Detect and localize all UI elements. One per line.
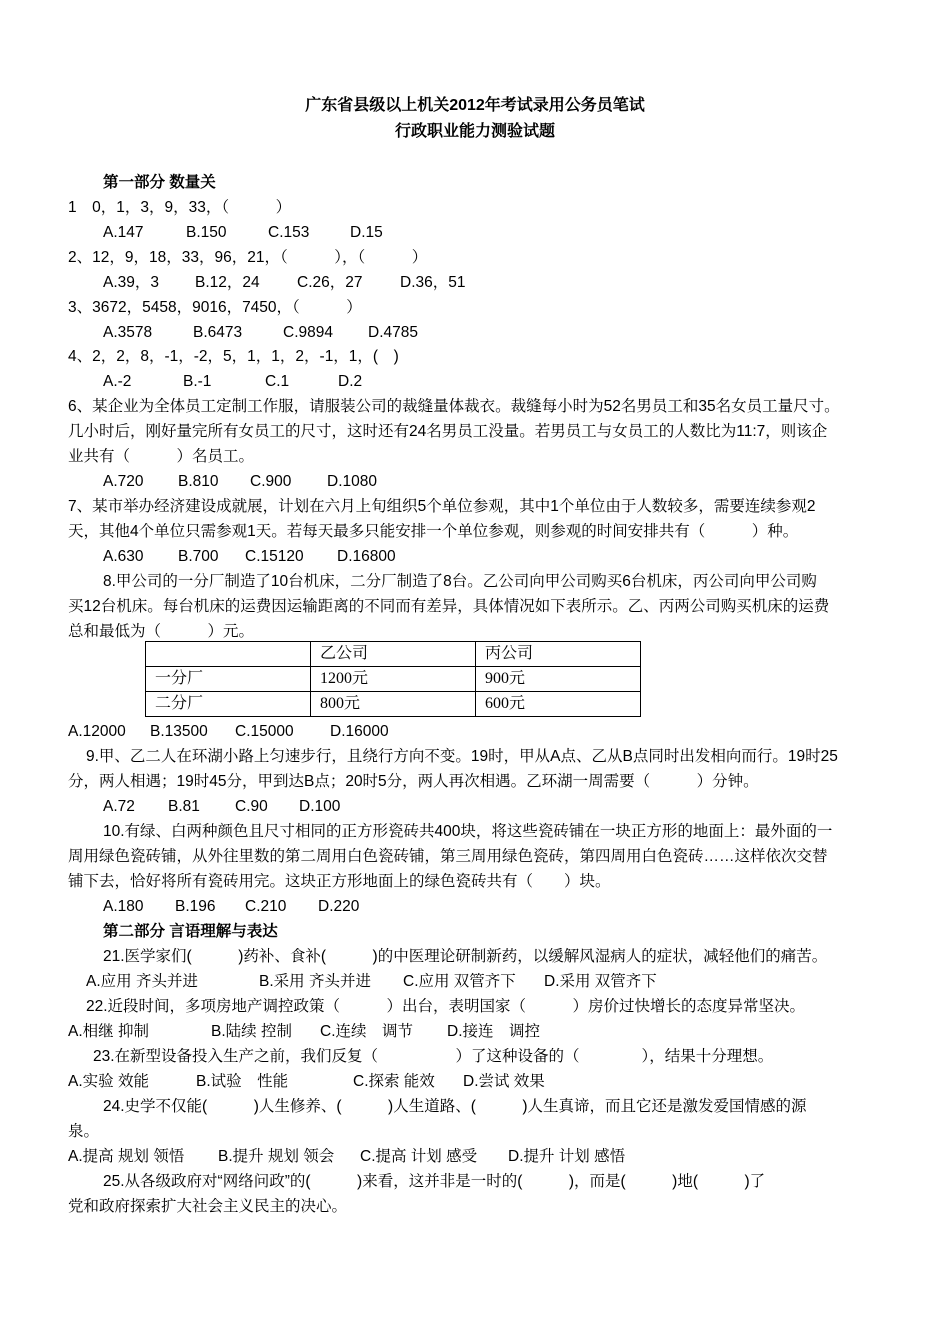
question-4-option-b: B.-1	[183, 373, 212, 390]
question-9-option-c: C.90	[235, 798, 268, 815]
question-24-line-1: 24.史学不仅能( )人生修养、( )人生道路、( )人生真谛，而且它还是激发爱国情感的源	[103, 1098, 807, 1115]
question-10-line-1: 10.有绿、白两种颜色且尺寸相同的正方形瓷砖共400块，将这些瓷砖铺在一块正方形的地面上：最外面的一	[103, 823, 833, 840]
question-7-line-1: 7、某市举办经济建设成就展，计划在六月上旬组织5个单位参观，其中1个单位由于人数较多，需要连续参观2	[68, 498, 816, 515]
question-8-line-1: 8.甲公司的一分厂制造了10台机床，二分厂制造了8台。乙公司向甲公司购买6台机床，丙公司向甲公司购	[103, 573, 817, 590]
question-23-option-b: B.试验 性能	[196, 1073, 289, 1090]
question-7-line-2: 天，其他4个单位只需参观1天。若每天最多只能安排一个单位参观，则参观的时间安排共有（ ）种。	[68, 523, 799, 540]
question-7-option-a: A.630	[103, 548, 144, 565]
question-8-option-d: D.16000	[330, 723, 389, 740]
table-cell	[146, 642, 311, 667]
question-6-line-3: 业共有（ ）名员工。	[68, 448, 255, 465]
question-23-option-d: D.尝试 效果	[463, 1073, 545, 1090]
table-row	[146, 692, 641, 717]
question-22-option-c: C.连续 调节	[320, 1023, 414, 1040]
question-10-option-c: C.210	[245, 898, 287, 915]
question-3-option-a: A.3578	[103, 324, 153, 341]
question-4-option-a: A.-2	[103, 373, 132, 390]
question-21-option-b: B.采用 齐头并进	[259, 973, 371, 990]
question-7-option-d: D.16800	[337, 548, 396, 565]
question-9-option-d: D.100	[299, 798, 341, 815]
question-6-option-c: C.900	[250, 473, 292, 490]
question-7-option-c: C.15120	[245, 548, 304, 565]
question-6-option-a: A.720	[103, 473, 144, 490]
question-24-option-c: C.提高 计划 感受	[360, 1148, 478, 1165]
question-10-line-2: 周用绿色瓷砖铺，从外往里数的第二周用白色瓷砖铺，第三周用绿色瓷砖，第四周用白色瓷砖……这样依次交替	[68, 848, 828, 865]
question-23-option-c: C.探索 能效	[353, 1073, 435, 1090]
question-21-line-1: 21.医学家们( )药补、食补( )的中医理论研制新药，以缓解风湿病人的症状，减轻他们的痛苦。	[103, 948, 828, 965]
question-23-line-1: 23.在新型设备投入生产之前，我们反复（ ）了这种设备的（ ），结果十分理想。	[93, 1048, 774, 1065]
question-25-line-2: 党和政府探索扩大社会主义民主的决心。	[68, 1198, 348, 1215]
question-1-option-a: A.147	[103, 224, 144, 241]
question-6-option-d: D.1080	[327, 473, 377, 490]
question-10-option-d: D.220	[318, 898, 360, 915]
question-4-option-c: C.1	[265, 373, 290, 390]
question-23-option-a: A.实验 效能	[68, 1073, 149, 1090]
part1-heading: 第一部分 数量关	[103, 174, 216, 191]
table-cell: 乙公司	[311, 642, 476, 667]
table-row	[146, 667, 641, 692]
question-24-option-a: A.提高 规划 领悟	[68, 1148, 185, 1165]
question-8-option-b: B.13500	[150, 723, 208, 740]
question-9-line-2: 分，两人相遇；19时45分，甲到达B点；20时5分，两人再次相遇。乙环湖一周需要（ ）分钟。	[68, 773, 759, 790]
question-10-option-a: A.180	[103, 898, 144, 915]
question-22-option-a: A.相继 抑制	[68, 1023, 149, 1040]
question-1-option-c: C.153	[268, 224, 310, 241]
part2-heading: 第二部分 言语理解与表达	[103, 923, 278, 940]
question-24-line-2: 泉。	[68, 1123, 100, 1140]
question-22-option-b: B.陆续 控制	[211, 1023, 292, 1040]
question-21-option-c: C.应用 双管齐下	[403, 973, 516, 990]
question-3-stem: 3、3672，5458，9016，7450，（ ）	[68, 299, 362, 316]
table-cell: 丙公司	[476, 642, 641, 667]
question-10-option-b: B.196	[175, 898, 216, 915]
question-6-option-b: B.810	[178, 473, 219, 490]
question-21-option-a: A.应用 齐头并进	[86, 973, 198, 990]
question-4-option-d: D.2	[338, 373, 363, 390]
question-9-option-a: A.72	[103, 798, 135, 815]
question-9-line-1: 9.甲、乙二人在环湖小路上匀速步行，且绕行方向不变。19时，甲从A点、乙从B点同时出发相向而行。19时25	[86, 748, 838, 765]
question-7-option-b: B.700	[178, 548, 219, 565]
question-22-line-1: 22.近段时间，多项房地产调控政策（ ）出台，表明国家（ ）房价过快增长的态度异常坚决。	[86, 998, 806, 1015]
question-8-line-2: 买12台机床。每台机床的运费因运输距离的不同而有差异，具体情况如下表所示。乙、丙两公司购买机床的运费	[68, 598, 830, 615]
table-cell: 600元	[476, 692, 641, 717]
question-2-option-b: B.12，24	[195, 274, 260, 291]
question-2-option-d: D.36，51	[400, 274, 466, 291]
question-1-stem: 1 0，1，3，9，33，（ ）	[68, 199, 292, 216]
question-24-option-d: D.提升 计划 感悟	[508, 1148, 626, 1165]
question-4-stem: 4、2，2，8，-1，-2，5，1，1，2，-1，1，( )	[68, 348, 399, 365]
question-9-option-b: B.81	[168, 798, 200, 815]
question-1-option-b: B.150	[186, 224, 227, 241]
question-25-line-1: 25.从各级政府对“网络问政”的( )来看，这并非是一时的( )，而是( )地( )了	[103, 1173, 766, 1190]
question-8-option-a: A.12000	[68, 723, 126, 740]
question-3-option-c: C.9894	[283, 324, 333, 341]
question-1-option-d: D.15	[350, 224, 383, 241]
table-header-row	[146, 642, 641, 667]
question-8-option-c: C.15000	[235, 723, 294, 740]
question-22-option-d: D.接连 调控	[447, 1023, 541, 1040]
question-3-option-b: B.6473	[193, 324, 243, 341]
question-3-option-d: D.4785	[368, 324, 418, 341]
question-24-option-b: B.提升 规划 领会	[218, 1148, 335, 1165]
question-2-option-c: C.26，27	[297, 274, 363, 291]
table-cell: 800元	[311, 692, 476, 717]
question-10-line-3: 铺下去，恰好将所有瓷砖用完。这块正方形地面上的绿色瓷砖共有（ ）块。	[68, 873, 611, 890]
page-subtitle: 行政职业能力测验试题	[394, 123, 555, 140]
question-6-line-1: 6、某企业为全体员工定制工作服，请服装公司的裁缝量体裁衣。裁缝每小时为52名男员工和35名女员工量尺寸。	[68, 398, 840, 415]
question-21-option-d: D.采用 双管齐下	[544, 973, 657, 990]
page-title: 广东省县级以上机关2012年考试录用公务员笔试	[305, 97, 645, 114]
table-cell: 900元	[476, 667, 641, 692]
question-2-option-a: A.39，3	[103, 274, 160, 291]
freight-table	[145, 641, 641, 717]
table-cell: 一分厂	[146, 667, 311, 692]
question-6-line-2: 几小时后，刚好量完所有女员工的尺寸，这时还有24名男员工没量。若男员工与女员工的人数比为11:7，则该企	[68, 423, 828, 440]
question-2-stem: 2、12，9，18，33，96，21，（ ），（ ）	[68, 249, 428, 266]
question-8-line-3: 总和最低为（ ）元。	[68, 623, 255, 640]
table-cell: 1200元	[311, 667, 476, 692]
table-cell: 二分厂	[146, 692, 311, 717]
